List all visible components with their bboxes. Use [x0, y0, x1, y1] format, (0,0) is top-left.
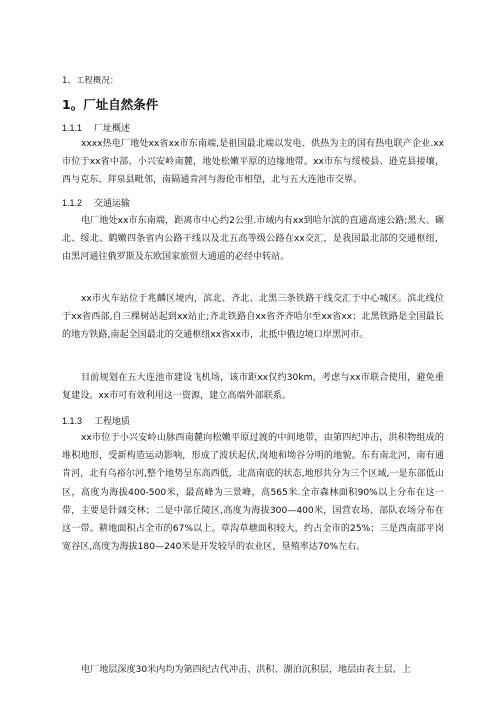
section-heading-1-1-3 — [62, 414, 130, 427]
paragraph: 目前规划在五大连池市建设飞机场，该市距xx仅约30km，考虑与xx市联合使用，避免重复建设。xx市可有效利用这一资源，建立高端外部联系。 — [62, 373, 444, 402]
paragraph: 电厂地处xx市东南端，距离市中心约2公里.市域内有xx到哈尔滨的直通高速公路;黑大、碾北、绥北、鹤嫩四条省内公路干线以及北五高等级公路在xx交汇，是我国最北部的交通枢纽，由黑河通往俄罗斯及东欧国家旅贸大通道的必经中转站。 — [62, 216, 444, 263]
paragraph: 电厂地层深度30米内均为第四纪古代冲击、洪积、湖泊沉积层，地层由表土层、上 — [81, 665, 411, 675]
section-number: 1.1.1 — [62, 123, 83, 133]
chapter-heading: 1。厂址自然条件 — [62, 97, 159, 112]
paragraph: xx市火车站位于兆麟区境内，滨北、齐北、北黑三条铁路干线交汇于中心城区。滨北线位于xx省西部,自三棵树站起到xx站止;齐北铁路自xx省齐齐哈尔至xx省xx；北黑铁路是全国最长的地方铁路,南起全国最北的交通枢纽xx省xx市，北抵中俄边境口岸黑河市。 — [62, 294, 444, 341]
section-number: 1.1.2 — [62, 198, 83, 208]
section-number: 1.1.3 — [62, 416, 83, 426]
section-heading-1-1-2 — [62, 196, 130, 209]
paragraph: xxxx热电厂地处xx省xx市东南端,是祖国最北端以发电、供热为主的国有热电联产企业.xx市位于xx省中部、小兴安岭南麓，地处松嫩平原的边缘地带。xx市东与绥棱县、逊克县接壤，西与克东、拜泉县毗邻，南隔通肯河与海伦市相望，北与五大连池市交界。 — [62, 139, 444, 186]
section-intro-label: 1、工程概况： — [62, 76, 119, 86]
section-title: 工程地质 — [94, 416, 131, 426]
section-title: 交通运输 — [94, 198, 131, 208]
paragraph: xx市位于小兴安岭山脉西南麓向松嫩平原过渡的中间地带，由第四纪冲击，洪积物组成的堆积地形，受新构造运动影响，形成了波状起伏,岗地和坳谷分明的地貌。东有南北河，南有通肯河，北有乌裕尔河,整个地势呈东高西低，北高南底的状态,地形共分为三个区域,一是东部低山区，高度为海拔400-500米，最高峰为三景峰，高565米.全市森林面积90%以上分布在这一带，主要是针阔交林；二是中部丘陵区,高度为海拔300—400米，国营农场、部队农场分布在这一带。耕地面积占全市的67%以上。草沟草塘面积较大，约占全市的25%；三是西南部平岗宽谷区,高度为海拔180—240米是开发较早的农业区，垦殖率达70%左右。 — [62, 433, 444, 553]
section-heading-1-1-1 — [62, 121, 130, 134]
section-title: 厂址概述 — [94, 123, 131, 133]
